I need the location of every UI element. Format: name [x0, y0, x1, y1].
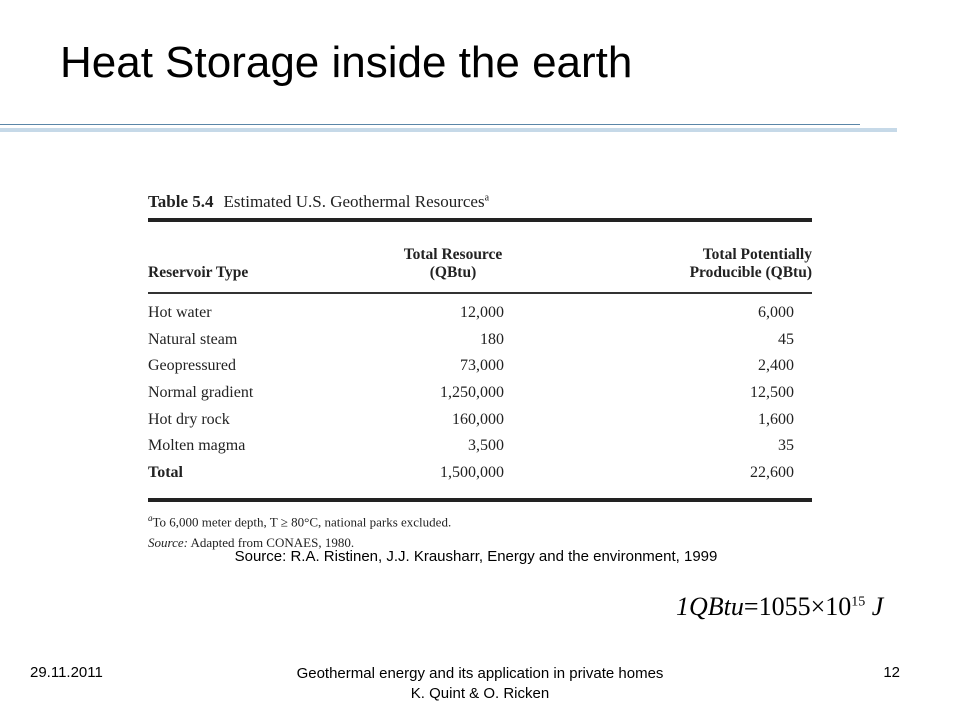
slide-source: Source: R.A. Ristinen, J.J. Krausharr, Energy and the environment, 1999 [234, 548, 718, 565]
cell-total-resource: 3,500 [468, 437, 504, 455]
footnote-a [148, 508, 812, 532]
formula-lhs: 1QBtu [676, 592, 744, 621]
footnote-mark: a [148, 513, 153, 524]
table-row [148, 326, 812, 353]
formula-times: × [810, 592, 826, 621]
footnote-text: To 6,000 meter depth, T ≥ 80°C, national parks excluded. [152, 514, 452, 530]
resource-table [148, 192, 812, 553]
cell-total-resource: 1,500,000 [440, 463, 504, 481]
table-source-label: Source: [148, 534, 188, 550]
cell-total-resource: 180 [480, 330, 504, 348]
table-row [148, 353, 812, 380]
page-number: 12 [883, 664, 900, 681]
header-total-resource-line2: (QBtu) [429, 264, 477, 281]
title-divider-dark [0, 124, 860, 125]
cell-total-resource: 73,000 [460, 357, 504, 375]
table-caption [148, 192, 812, 218]
header-reservoir-type: Reservoir Type [148, 264, 249, 281]
formula-coefficient: 1055 [758, 592, 811, 621]
header-total-resource [368, 246, 538, 282]
table-source-text: Adapted from CONAES, 1980. [190, 534, 355, 550]
table-header [148, 230, 812, 292]
table-caption-mark: a [484, 192, 490, 204]
cell-producible: 2,400 [758, 357, 794, 375]
cell-reservoir-type: Hot water [148, 303, 212, 321]
footer-date: 29.11.2011 [30, 664, 103, 681]
table-total-row [148, 460, 812, 487]
table-top-rule [148, 218, 812, 222]
cell-producible: 45 [778, 330, 794, 348]
cell-reservoir-type: Hot dry rock [148, 410, 230, 428]
cell-producible: 6,000 [758, 303, 794, 321]
table-row [148, 380, 812, 407]
header-producible-line2: Producible (QBtu) [689, 264, 812, 281]
header-producible [538, 246, 812, 282]
formula-exponent: 15 [851, 594, 866, 610]
cell-reservoir-type: Total [148, 463, 183, 481]
table-body [148, 294, 812, 499]
table-number: Table 5.4 [148, 192, 214, 211]
cell-total-resource: 1,250,000 [440, 383, 504, 401]
title-divider-light [0, 128, 897, 132]
cell-reservoir-type: Geopressured [148, 357, 236, 375]
table-row [148, 406, 812, 433]
cell-producible: 22,600 [750, 463, 794, 481]
slide-title: Heat Storage inside the earth [60, 38, 633, 87]
cell-producible: 35 [778, 437, 794, 455]
cell-reservoir-type: Molten magma [148, 437, 246, 455]
table-bottom-rule [148, 498, 812, 502]
formula-base: 10 [825, 592, 852, 621]
cell-producible: 12,500 [750, 383, 794, 401]
table-footnotes [148, 508, 812, 552]
table-caption-text: Estimated U.S. Geothermal Resources [223, 192, 485, 211]
header-total-resource-line1: Total Resource [403, 246, 503, 263]
cell-reservoir-type: Natural steam [148, 330, 238, 348]
cell-reservoir-type: Normal gradient [148, 383, 254, 401]
formula-equals: = [743, 592, 759, 621]
cell-total-resource: 12,000 [460, 303, 504, 321]
table-row [148, 300, 812, 327]
cell-total-resource: 160,000 [452, 410, 504, 428]
footer-title: Geothermal energy and its application in private homes [296, 665, 664, 682]
footer-authors: K. Quint & O. Ricken [410, 685, 550, 702]
footer-center [0, 664, 960, 704]
header-producible-line1: Total Potentially [702, 246, 812, 263]
table-row [148, 433, 812, 460]
formula-unit: J [871, 592, 884, 621]
qbtu-formula [676, 592, 883, 622]
cell-producible: 1,600 [758, 410, 794, 428]
